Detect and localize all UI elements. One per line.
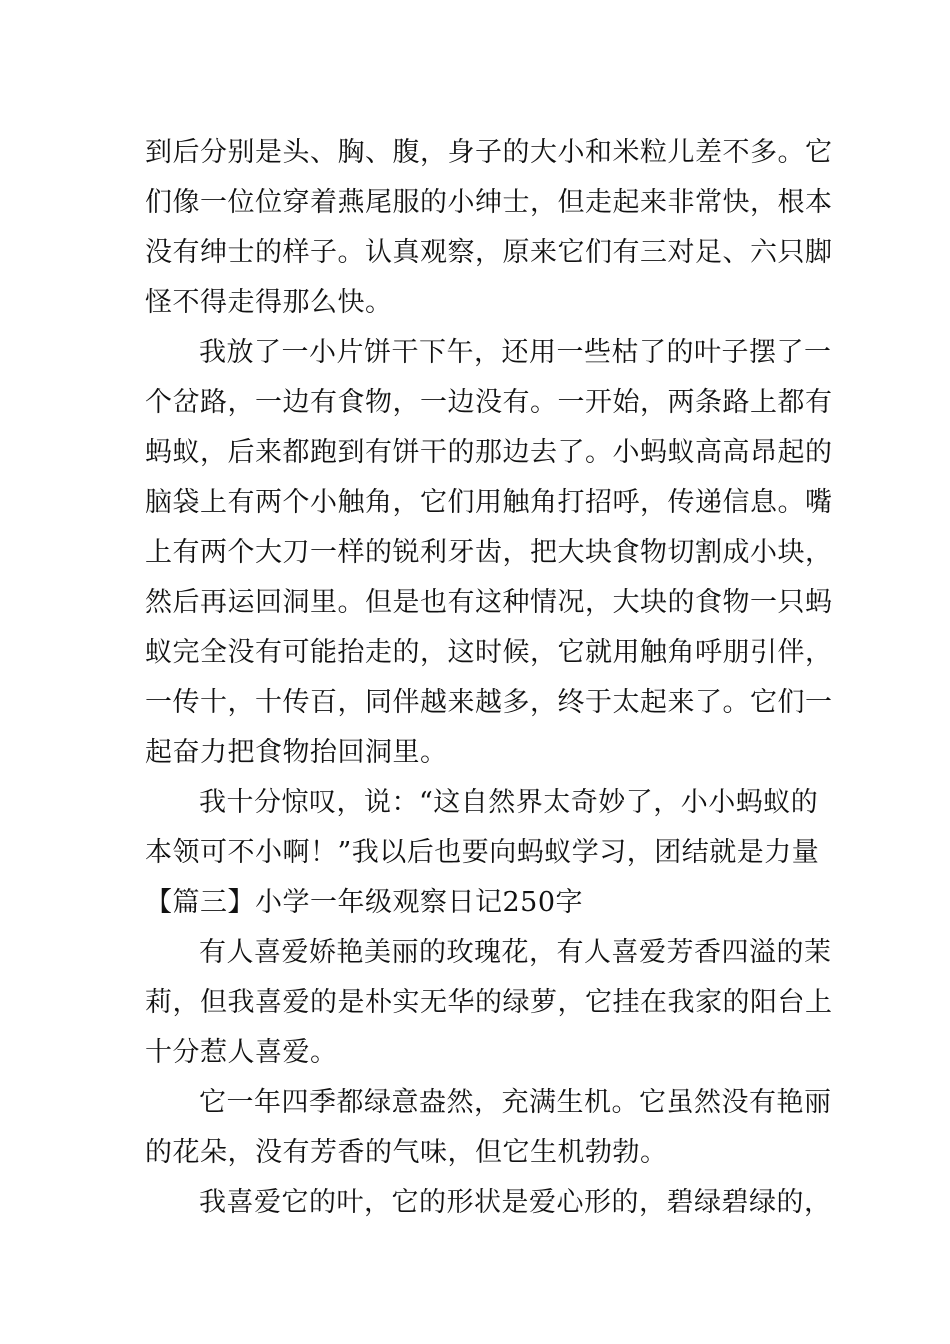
document-body <box>145 128 833 1228</box>
text-line: 我十分惊叹，说：“这自然界太奇妙了，小小蚂蚁的 <box>199 787 819 818</box>
text-line: 它一年四季都绿意盎然，充满生机。它虽然没有艳丽 <box>199 1087 832 1118</box>
text-line: 我放了一小片饼干下午，还用一些枯了的叶子摆了一 <box>199 337 832 368</box>
text-line: 莉，但我喜爱的是朴实无华的绿萝，它挂在我家的阳台上 <box>145 987 833 1018</box>
text-line: 十分惹人喜爱。 <box>145 1037 338 1068</box>
paragraph <box>145 328 833 778</box>
text-line: 有人喜爱娇艳美丽的玫瑰花，有人喜爱芳香四溢的茉 <box>199 937 832 968</box>
paragraph <box>145 128 833 328</box>
text-line: 脑袋上有两个小触角，它们用触角打招呼，传递信息。嘴 <box>145 487 833 518</box>
text-line: 的花朵，没有芳香的气味，但它生机勃勃。 <box>145 1137 668 1168</box>
text-line: 没有绅士的样子。认真观察，原来它们有三对足、六只脚 <box>145 237 833 268</box>
section-heading <box>145 878 810 928</box>
paragraph <box>145 778 820 878</box>
heading-text: 【篇三】小学一年级观察日记250字 <box>145 887 584 918</box>
text-line: 本领可不小啊！”我以后也要向蚂蚁学习，团结就是力量 <box>145 837 820 868</box>
text-line: 起奋力把食物抬回洞里。 <box>145 737 448 768</box>
text-line: 个岔路，一边有食物，一边没有。一开始，两条路上都有 <box>145 387 833 418</box>
text-line: 蚁完全没有可能抬走的，这时候，它就用触角呼朋引伴， <box>145 637 833 668</box>
text-line: 一传十，十传百，同伴越来越多，终于太起来了。它们一 <box>145 687 833 718</box>
paragraph <box>145 928 833 1078</box>
text-line: 上有两个大刀一样的锐利牙齿，把大块食物切割成小块， <box>145 537 833 568</box>
paragraph <box>145 1078 832 1178</box>
text-line: 我喜爱它的叶，它的形状是爱心形的，碧绿碧绿的， <box>199 1187 832 1218</box>
text-line: 蚂蚁，后来都跑到有饼干的那边去了。小蚂蚁高高昂起的 <box>145 437 833 468</box>
text-line: 怪不得走得那么快。 <box>145 287 393 318</box>
text-line: 然后再运回洞里。但是也有这种情况，大块的食物一只蚂 <box>145 587 833 618</box>
paragraph <box>145 1178 832 1228</box>
text-line: 到后分别是头、胸、腹，身子的大小和米粒儿差不多。它 <box>145 137 833 168</box>
text-line: 们像一位位穿着燕尾服的小绅士，但走起来非常快，根本 <box>145 187 833 218</box>
